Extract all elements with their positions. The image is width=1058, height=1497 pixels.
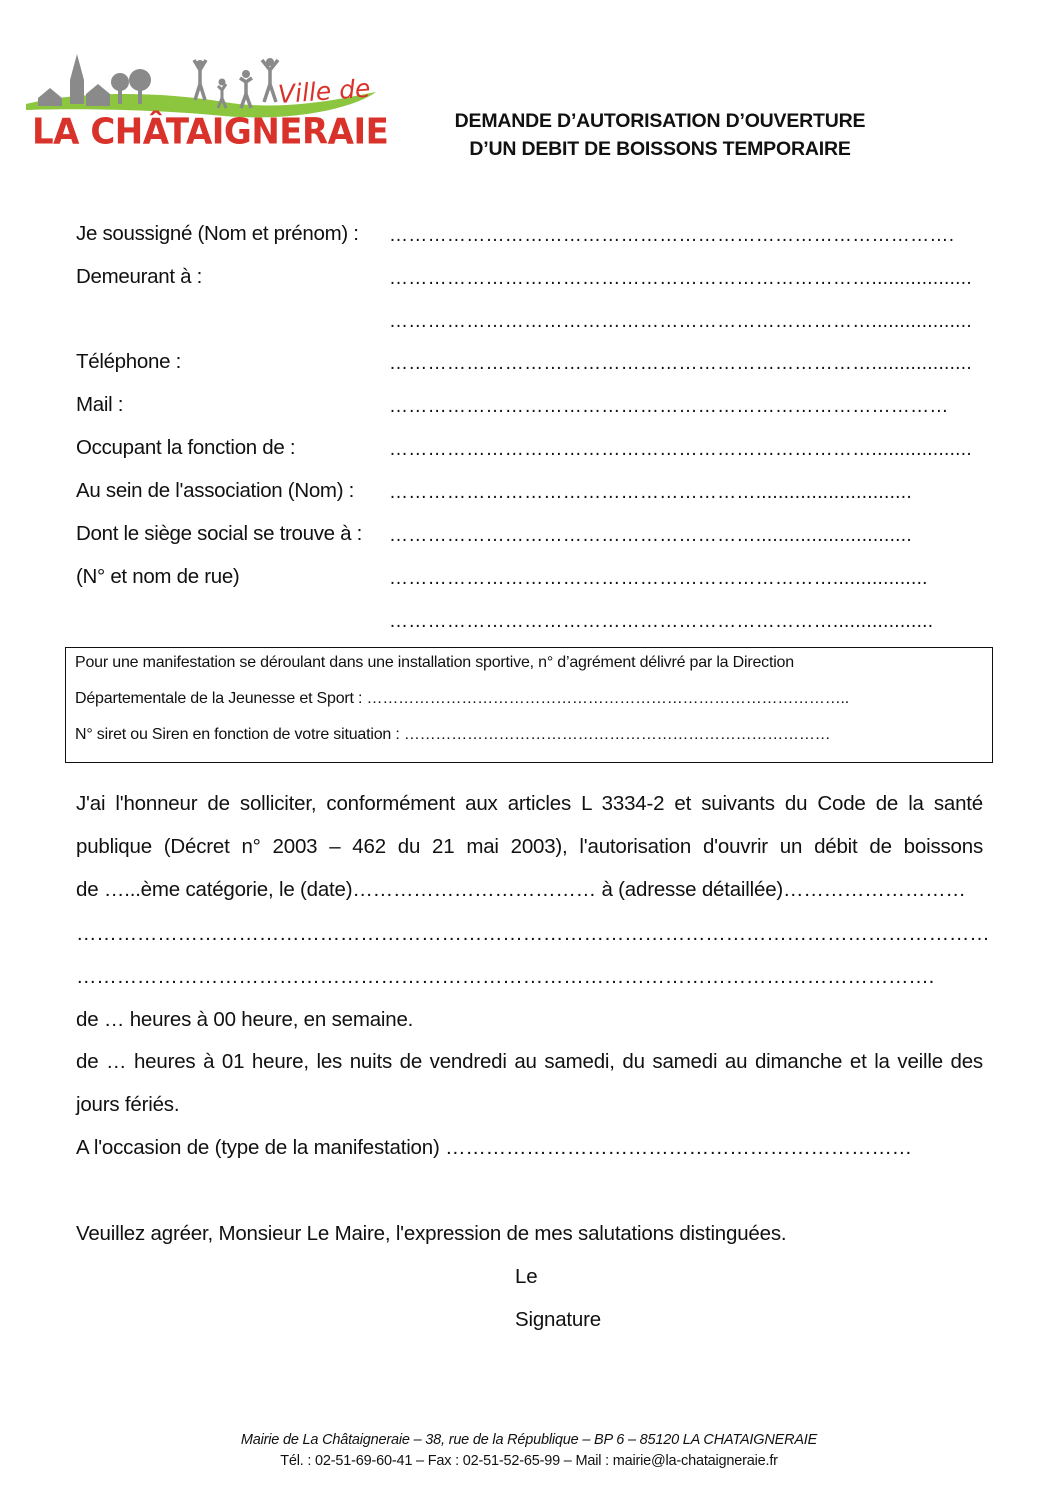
telephone-label: Téléphone : [76,350,181,373]
footer-address: Mairie de La Châtaigneraie – 38, rue de la République – BP 6 – 85120 LA CHATAIGNERAIE [240,1432,818,1448]
title-line-2: D’UN DEBIT DE BOISSONS TEMPORAIRE [469,138,851,160]
request-line-2: publique (Décret n° 2003 – 462 du 21 mai 2003), l'autorisation d'ouvrir un débit de boissons [76,835,983,858]
hours-weekend-line-1: de … heures à 01 heure, les nuits de vendredi au samedi, du samedi au dimanche et la veille des [76,1050,983,1073]
demeurant-field-1[interactable]: ………………………………………………………………….................. [389,268,972,289]
logo-ville-de: Ville de [276,73,372,109]
nom-label: Je soussigné (Nom et prénom) : [76,222,359,245]
telephone-field[interactable]: ………………………………………………………………….................. [389,353,972,374]
box-line-3[interactable]: N° siret ou Siren en fonction de votre situation : ……………………………………………………………………… [75,726,831,743]
hours-weekend-line-2: jours fériés. [76,1093,180,1116]
demeurant-label: Demeurant à : [76,265,202,288]
request-line-3[interactable]: de …...ème catégorie, le (date)……………………………… à (adresse détaillée)……………………… [76,878,966,901]
rue-field-1[interactable]: ……………………………………………………………................. [389,568,928,589]
fonction-label: Occupant la fonction de : [76,436,296,459]
mail-field[interactable]: …………………………………………………………………………… [389,396,949,417]
logo-town-name: LA CHÂTAIGNERAIE [32,111,389,153]
request-line-1: J'ai l'honneur de solliciter, conformément aux articles L 3334-2 et suivants du Code de la santé [76,792,983,815]
mail-label: Mail : [76,393,124,416]
siege-label: Dont le siège social se trouve à : [76,522,363,545]
nom-field[interactable]: ……………………………………………………………………………. [389,225,955,246]
association-field[interactable]: …………………………………………………............................ [389,482,912,503]
rue-label: (N° et nom de rue) [76,565,240,588]
salutations: Veuillez agréer, Monsieur Le Maire, l'expression de mes salutations distinguées. [76,1222,787,1245]
box-line-2[interactable]: Départementale de la Jeunesse et Sport : ……………………………………………………………………………….. [75,690,850,707]
title-line-1: DEMANDE D’AUTORISATION D’OUVERTURE [454,110,866,132]
hours-weekday: de … heures à 00 heure, en semaine. [76,1008,414,1031]
town-logo [24,50,389,160]
siege-field[interactable]: …………………………………………………............................ [389,525,912,546]
request-line-4[interactable]: ……………………………………………………………………………………………………………………… [76,922,990,945]
rue-field-2[interactable]: …………………………………………………………….................. [389,611,934,632]
signature-label: Signature [515,1308,601,1331]
association-label: Au sein de l'association (Nom) : [76,479,355,502]
box-line-1: Pour une manifestation se déroulant dans une installation sportive, n° d’agrément délivré par la Direction [75,654,794,671]
document-title [395,107,925,163]
occasion-line[interactable]: A l'occasion de (type de la manifestation) …………………………………………………………… [76,1136,912,1159]
request-line-5[interactable]: ………………………………………………………………………………………………………………. [76,965,935,988]
fonction-field[interactable]: ………………………………………………………………….................. [389,439,972,460]
footer-contact: Tél. : 02-51-69-60-41 – Fax : 02-51-52-65-99 – Mail : mairie@la-chataigneraie.fr [280,1453,778,1469]
demeurant-field-2[interactable]: ………………………………………………………………….................. [389,311,972,332]
date-le-label: Le [515,1265,538,1288]
